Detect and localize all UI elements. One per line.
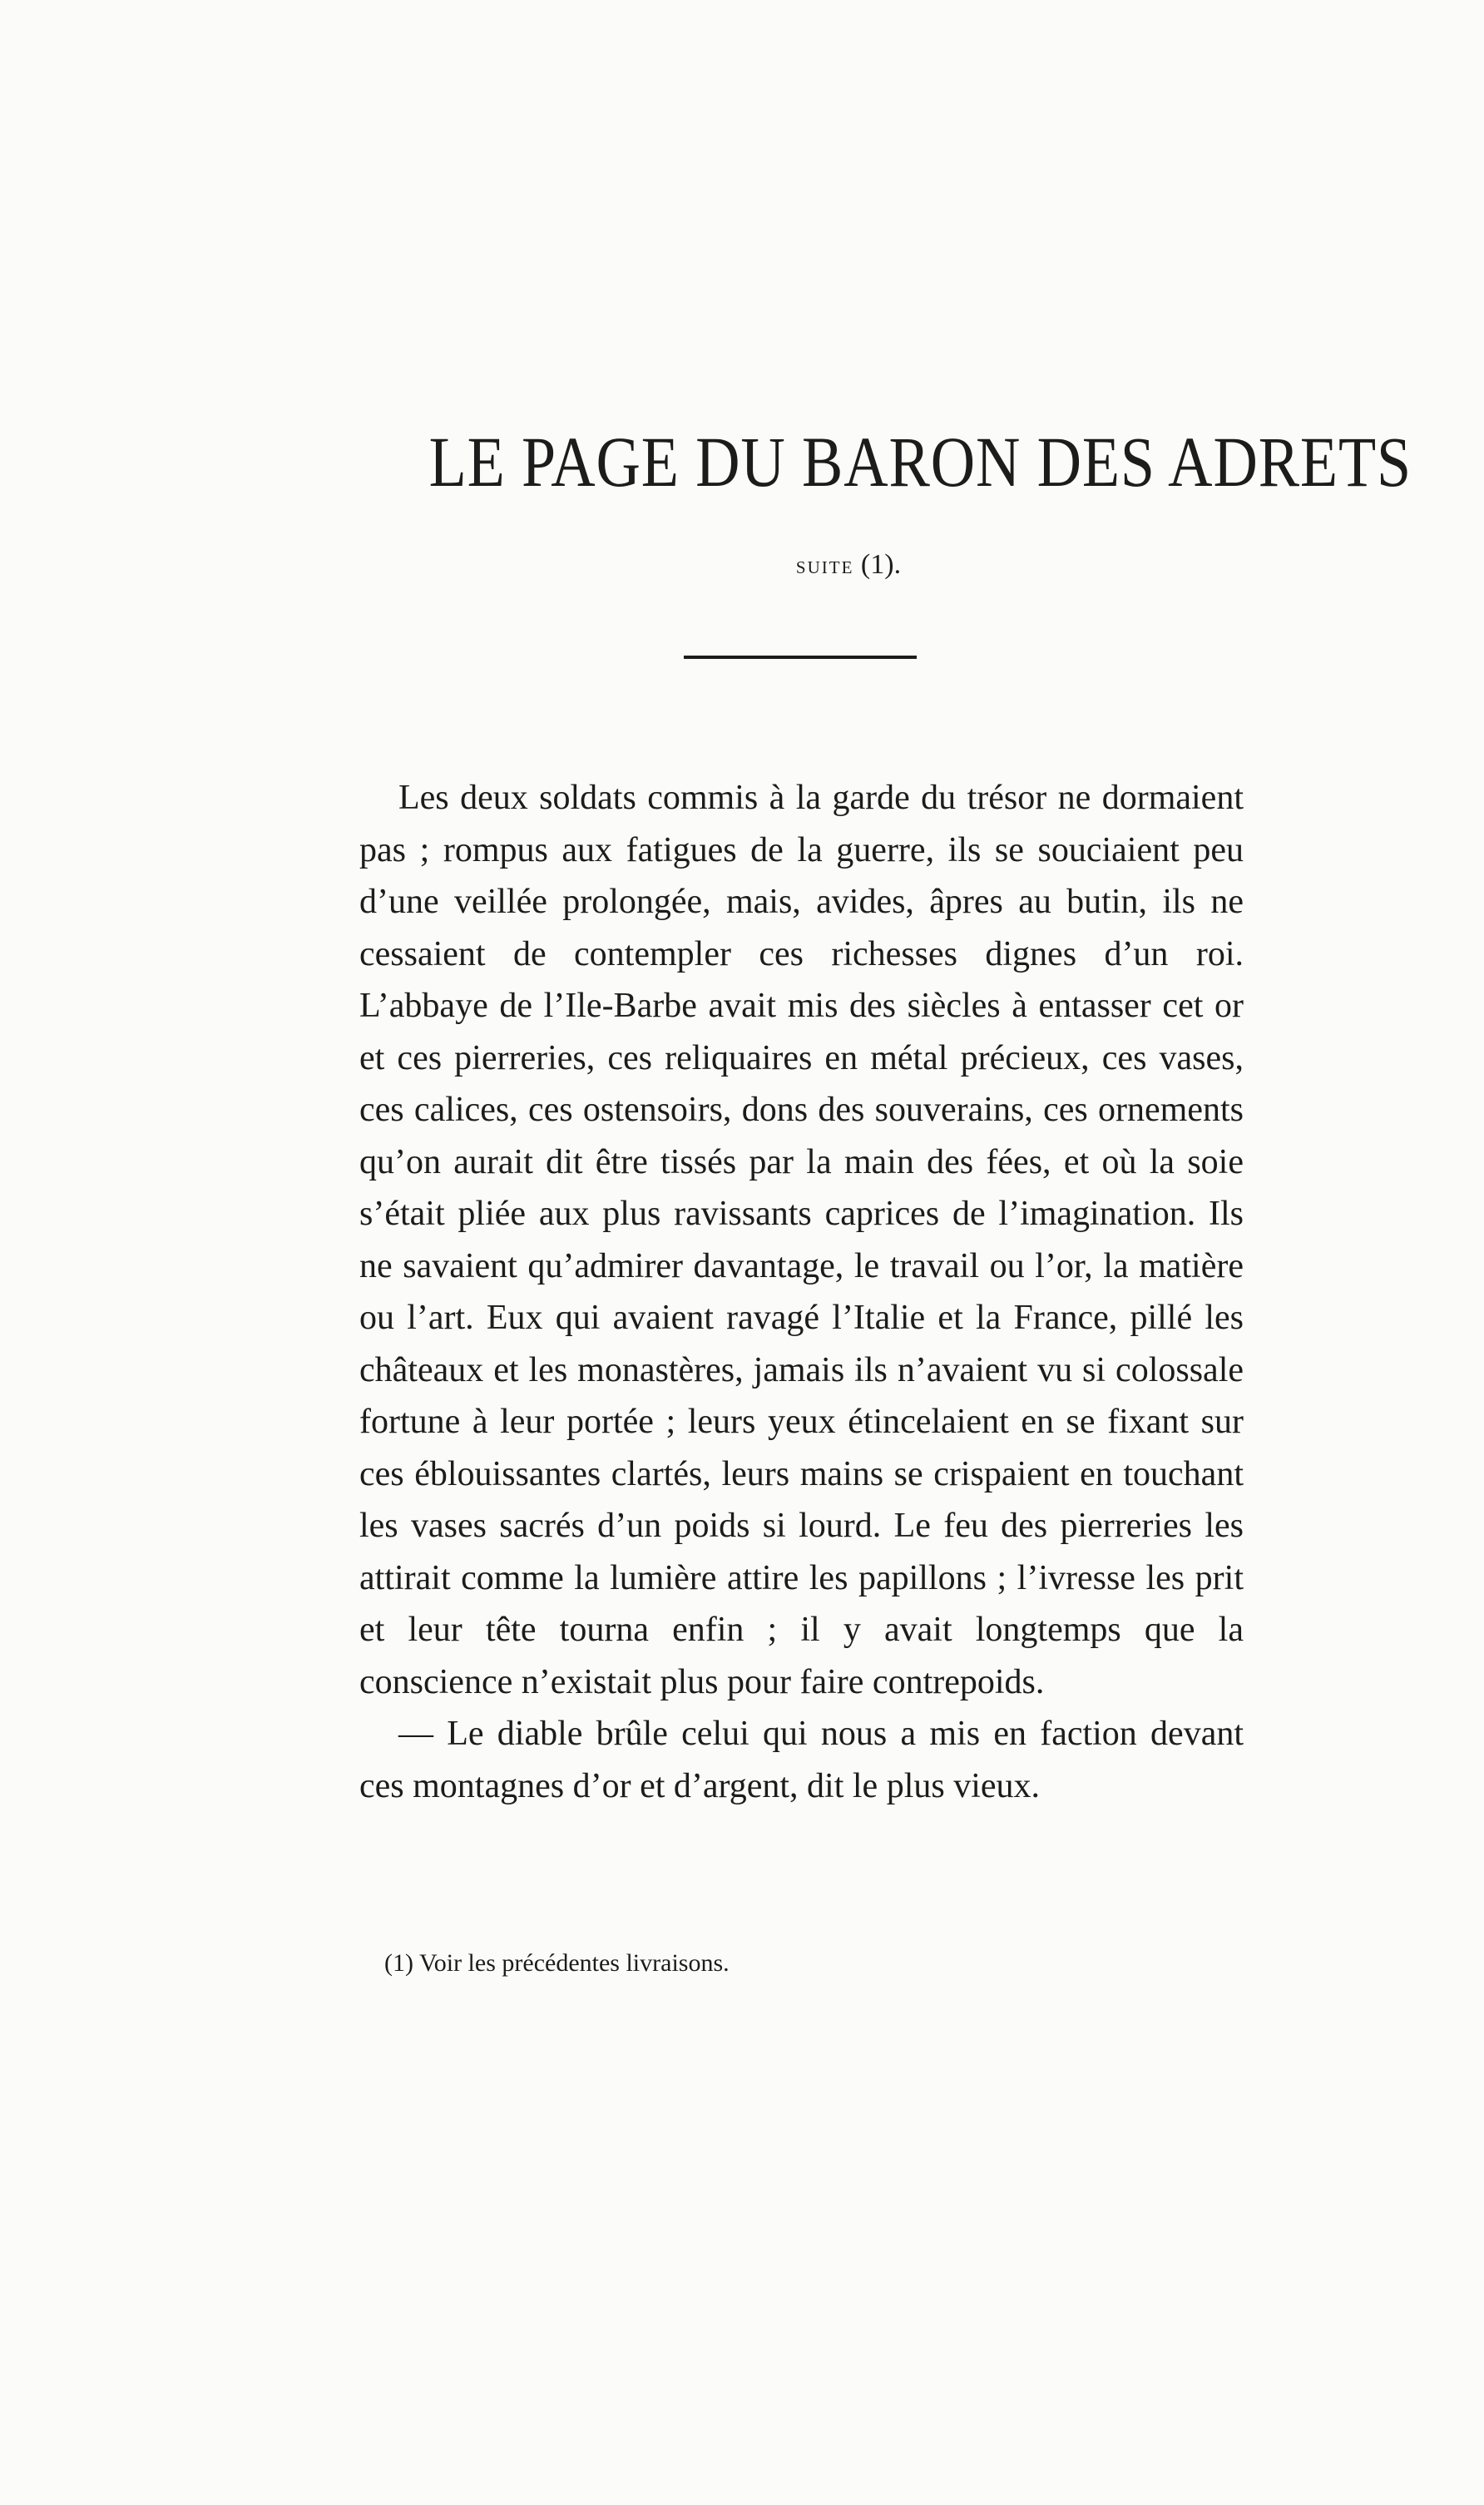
subtitle xyxy=(665,545,1031,586)
page-title: LE PAGE DU BARON DES ADRETS xyxy=(428,422,1412,502)
body-text xyxy=(359,772,1244,1812)
subtitle-word: suite xyxy=(795,552,854,579)
subtitle-footnote-ref: (1). xyxy=(860,549,902,580)
title-divider-rule xyxy=(684,656,917,659)
paragraph-2: — Le diable brûle celui qui nous a mis en faction devant ces montagnes d’or et d’argent, dit le plus vieux. xyxy=(359,1715,1244,1805)
paragraph-1: Les deux soldats commis à la garde du trésor ne dormaient pas ; rompus aux fatigues de la guerre, ils se souciaient peu d’une veillée prolongée, mais, avides, âpres au butin, ils ne cessaient de contempler ces richesses dignes d’un roi. L’abbaye de l’Ile-Barbe avait mis des siècles à entasser cet or et ces pierreries, ces reliquaires en métal précieux, ces vases, ces calices, ces ostensoirs, dons des souverains, ces ornements qu’on aurait dit être tissés par la main des fées, et où la soie s’était pliée aux plus ravissants caprices de l’imagination. Ils ne savaient qu’admirer davantage, le travail ou l’or, la matière ou l’art. Eux qui avaient ravagé l’Italie et la France, pillé les châteaux et les monastères, jamais ils n’avaient vu si colossale fortune à leur portée ; leurs yeux étincelaient en se fixant sur ces éblouissantes clartés, leurs mains se crispaient en touchant les vases sacrés d’un poids si lourd. Le feu des pierreries les attirait comme la lumière attire les papillons ; l’ivresse les prit et leur tête tourna enfin ; il y avait longtemps que la conscience n’existait plus pour faire contrepoids. xyxy=(359,779,1244,1701)
footnote: (1) Voir les précédentes livraisons. xyxy=(384,1949,730,1977)
